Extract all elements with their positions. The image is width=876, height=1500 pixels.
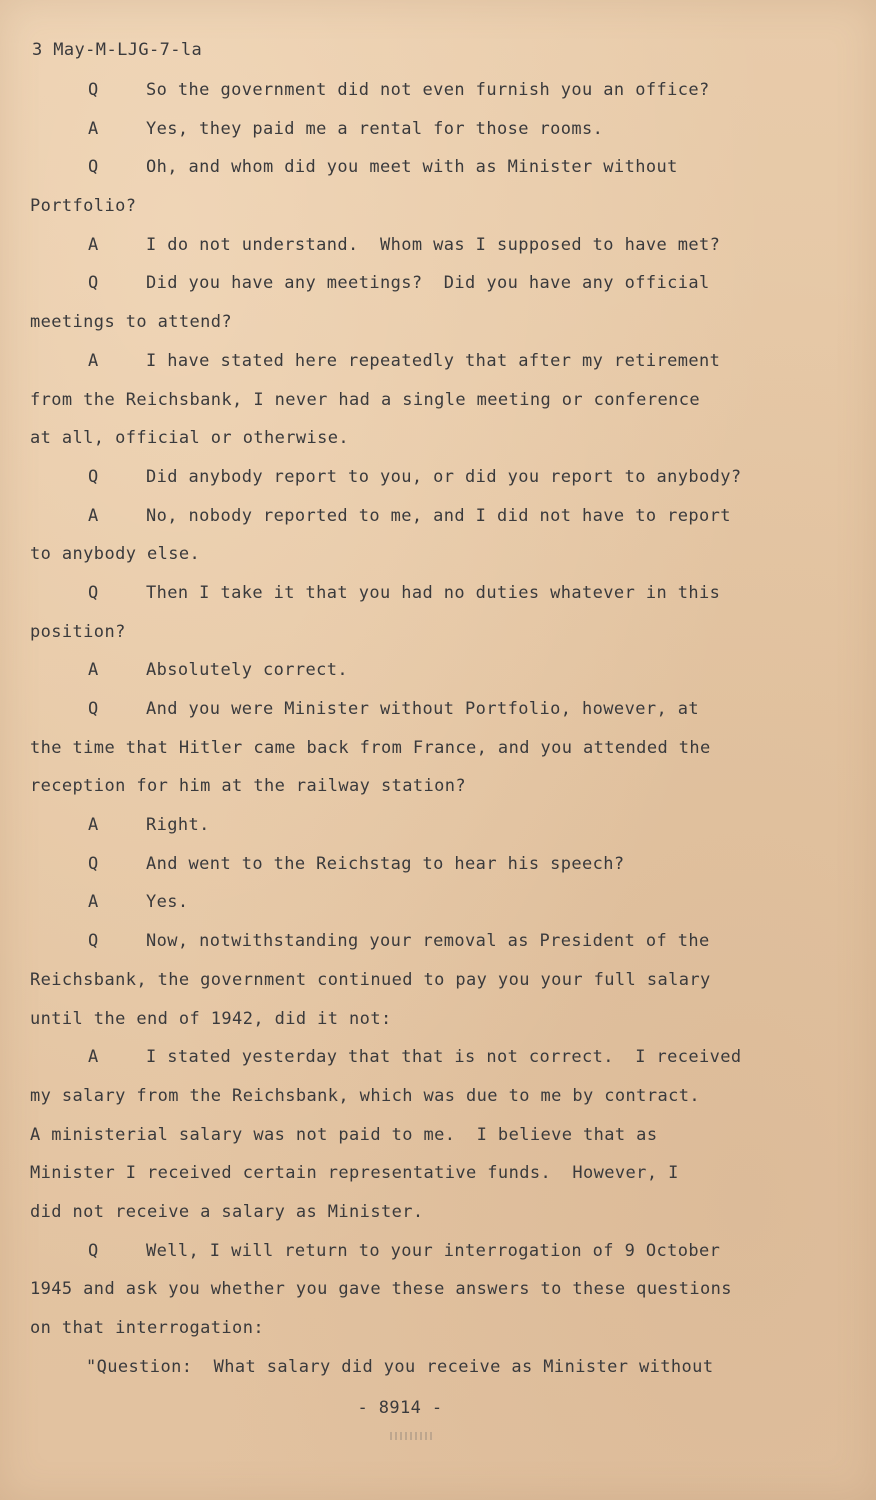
line-text: on that interrogation: <box>30 1318 264 1338</box>
quoted-question-line <box>30 1352 810 1391</box>
line-text: to anybody else. <box>30 544 201 565</box>
transcript-line <box>30 346 810 385</box>
line-text: reception for him at the railway station? <box>30 776 467 797</box>
line-text: Did you have any meetings? Did you have any official <box>146 273 710 294</box>
transcript-line <box>30 1158 810 1197</box>
transcript-line <box>30 694 810 733</box>
document-header: 3 May-M-LJG-7-la <box>32 40 203 60</box>
line-text: I do not understand. Whom was I supposed to have met? <box>146 234 721 255</box>
transcript-body <box>30 75 810 1390</box>
line-text: "Question: What salary did you receive as Minister without <box>86 1356 714 1377</box>
line-text: So the government did not even furnish you an office? <box>146 80 710 100</box>
transcript-line <box>30 849 810 888</box>
line-text: Reichsbank, the government continued to pay you your full salary <box>30 969 711 990</box>
transcript-line <box>30 926 810 965</box>
line-text: Yes. <box>146 892 189 913</box>
transcript-line <box>30 578 810 617</box>
transcript-line <box>30 655 810 694</box>
speaker-label: A <box>88 505 99 526</box>
transcript-line <box>30 75 810 114</box>
speaker-label: A <box>88 660 99 681</box>
transcript-line <box>30 1236 810 1275</box>
transcript-line <box>30 307 810 346</box>
line-text: Now, notwithstanding your removal as President of the <box>146 931 710 952</box>
line-text: Oh, and whom did you meet with as Minister without <box>146 157 678 178</box>
line-text: Did anybody report to you, or did you report to anybody? <box>146 466 742 487</box>
line-text: Well, I will return to your interrogation of 9 October <box>146 1240 721 1261</box>
line-text: meetings to attend? <box>30 312 233 333</box>
transcript-line <box>30 617 810 656</box>
speaker-label: A <box>88 1047 99 1068</box>
speaker-label: A <box>88 118 99 139</box>
transcript-line <box>30 965 810 1004</box>
transcript-line <box>30 1313 810 1352</box>
line-text: position? <box>30 621 126 642</box>
line-text: at all, official or otherwise. <box>30 428 350 449</box>
line-text: did not receive a salary as Minister. <box>30 1201 424 1222</box>
line-text: from the Reichsbank, I never had a single meeting or conference <box>30 389 700 410</box>
transcript-line <box>30 501 810 540</box>
transcript-line <box>30 539 810 578</box>
page-number: - 8914 - <box>357 1398 443 1418</box>
transcript-line <box>30 1197 810 1236</box>
line-text: Absolutely correct. <box>146 660 349 681</box>
transcript-line <box>30 191 810 230</box>
transcript-line <box>30 152 810 191</box>
transcript-line <box>30 114 810 153</box>
speaker-label: Q <box>88 157 99 178</box>
transcript-line <box>30 1004 810 1043</box>
speaker-label: Q <box>88 273 99 294</box>
line-text: I stated yesterday that that is not correct. I received <box>146 1047 742 1068</box>
transcript-line <box>30 733 810 772</box>
transcript-line <box>30 385 810 424</box>
transcript-line <box>30 423 810 462</box>
speaker-label: Q <box>88 1240 99 1261</box>
line-text: A ministerial salary was not paid to me. I believe that as <box>30 1124 658 1145</box>
transcript-line <box>30 771 810 810</box>
line-text: until the end of 1942, did it not: <box>30 1008 392 1029</box>
speaker-label: A <box>88 234 99 255</box>
line-text: Minister I received certain representative funds. However, I <box>30 1163 679 1184</box>
line-text: And you were Minister without Portfolio, however, at <box>146 699 700 719</box>
transcript-line <box>30 1081 810 1120</box>
speaker-label: Q <box>88 699 99 719</box>
transcript-line <box>30 1120 810 1159</box>
speaker-label: Q <box>88 80 99 100</box>
speaker-label: A <box>88 892 99 913</box>
transcript-line <box>30 230 810 269</box>
line-text: Then I take it that you had no duties whatever in this <box>146 582 721 603</box>
line-text: Yes, they paid me a rental for those rooms. <box>146 118 604 139</box>
transcript-line <box>30 1042 810 1081</box>
line-text: Portfolio? <box>30 196 137 217</box>
transcript-line <box>30 1274 810 1313</box>
line-text: Right. <box>146 815 210 836</box>
transcript-line <box>30 887 810 926</box>
speaker-label: A <box>88 815 99 836</box>
speaker-label: A <box>88 350 99 371</box>
line-text: my salary from the Reichsbank, which was due to me by contract. <box>30 1085 700 1106</box>
speaker-label: Q <box>88 853 99 874</box>
speaker-label: Q <box>88 466 99 487</box>
line-text: the time that Hitler came back from France, and you attended the <box>30 737 711 758</box>
line-text: I have stated here repeatedly that after my retirement <box>146 350 721 371</box>
transcript-line <box>30 462 810 501</box>
ink-smudge <box>390 1432 432 1440</box>
speaker-label: Q <box>88 582 99 603</box>
line-text: 1945 and ask you whether you gave these answers to these questions <box>30 1279 732 1300</box>
speaker-label: Q <box>88 931 99 952</box>
line-text: No, nobody reported to me, and I did not have to report <box>146 505 731 526</box>
transcript-line <box>30 810 810 849</box>
line-text: And went to the Reichstag to hear his speech? <box>146 853 625 874</box>
transcript-line <box>30 268 810 307</box>
